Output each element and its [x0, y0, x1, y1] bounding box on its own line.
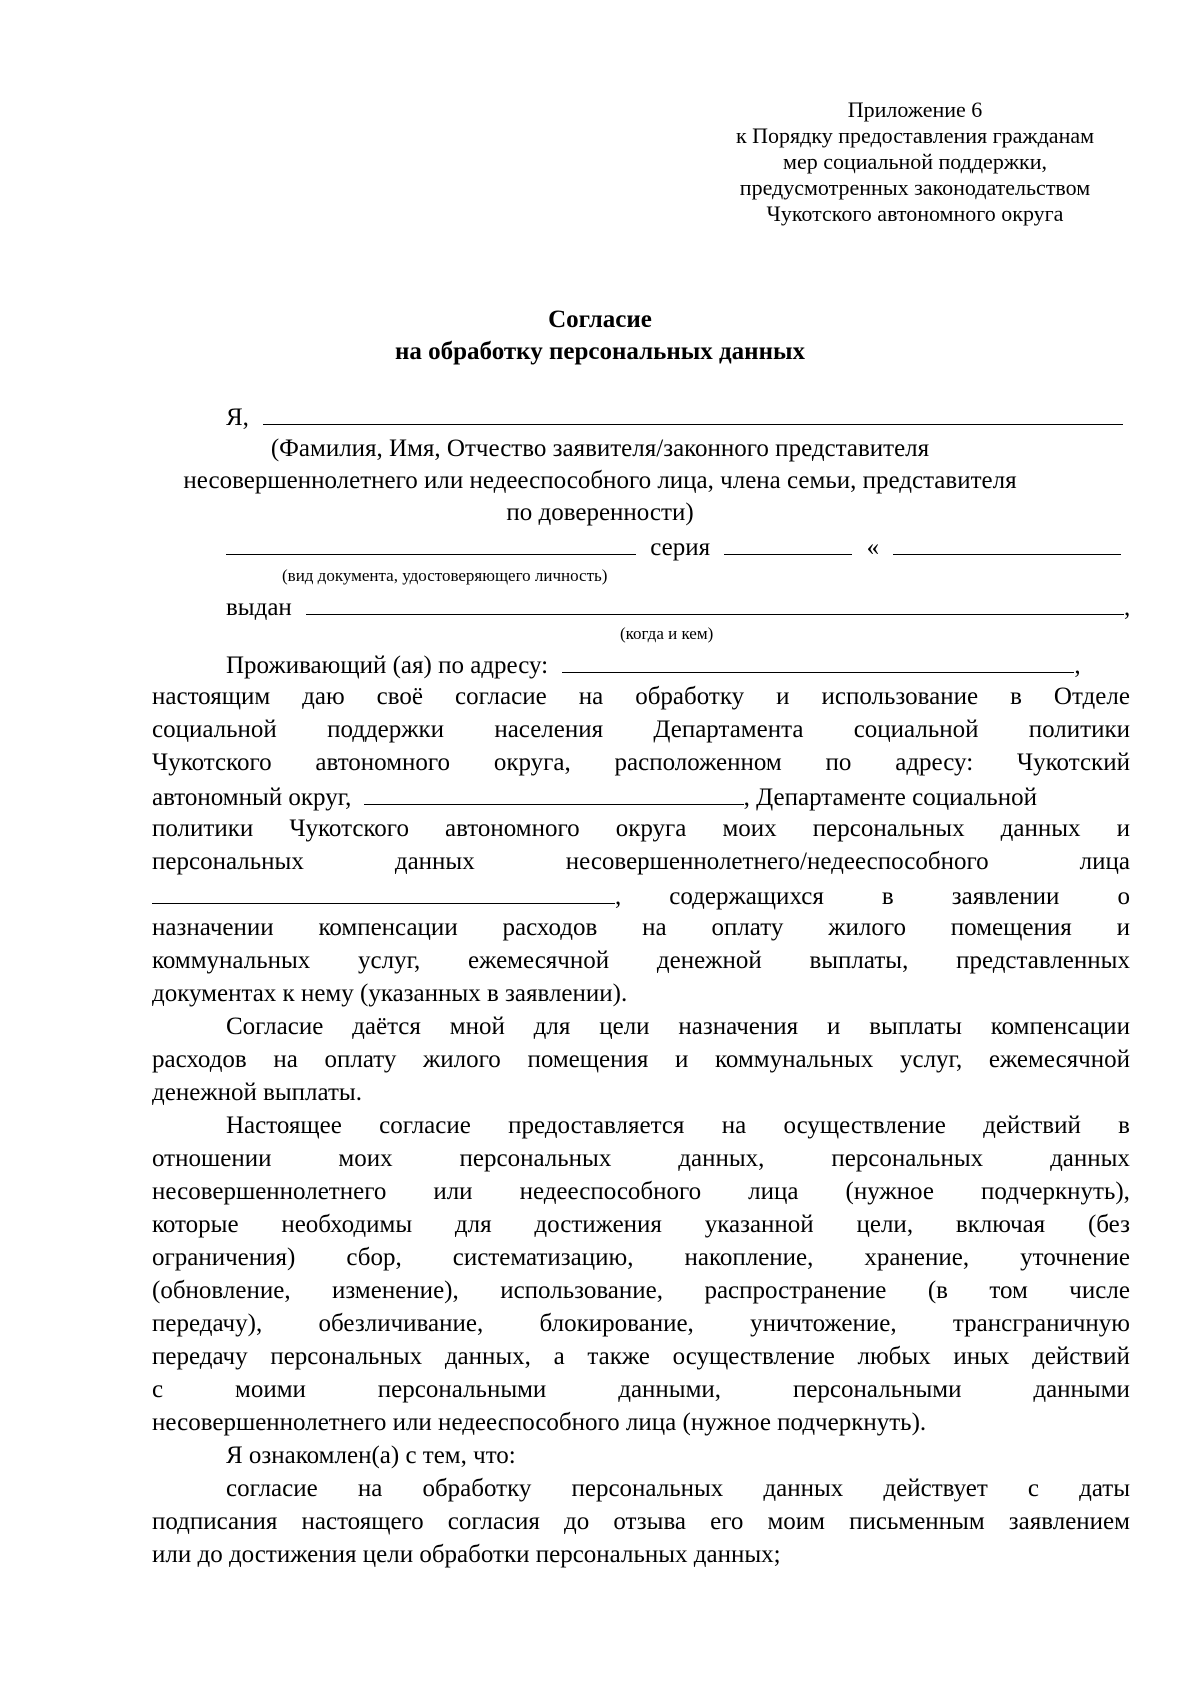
- word: письменным: [849, 1508, 985, 1535]
- word: сбор,: [346, 1244, 402, 1271]
- word: оплату: [324, 1046, 397, 1073]
- fio-caption: по доверенности): [506, 499, 694, 526]
- word: уничтожение,: [750, 1310, 897, 1337]
- word: трансграничную: [952, 1310, 1130, 1337]
- word: настоящим: [152, 683, 271, 710]
- word: даётся: [352, 1013, 421, 1040]
- word: данных,: [678, 1145, 765, 1172]
- paragraph-line: [152, 846, 1130, 878]
- word: представленных: [956, 947, 1130, 974]
- word: расположенном: [614, 749, 782, 776]
- word: и: [675, 1046, 689, 1073]
- word: автономного: [445, 815, 580, 842]
- word: подчеркнуть),: [980, 1178, 1130, 1205]
- word: для: [454, 1211, 492, 1238]
- word: отношении: [152, 1145, 272, 1172]
- word: уточнение: [1020, 1244, 1130, 1271]
- word: социальной: [853, 716, 979, 743]
- paragraph-line: документах к нему (указанных в заявлении).: [152, 980, 628, 1007]
- word: отзыва: [613, 1508, 687, 1535]
- document-line: [226, 530, 1121, 564]
- seria-label: серия: [650, 534, 711, 561]
- district-field[interactable]: [364, 780, 744, 805]
- word: до: [564, 1508, 590, 1535]
- word: помещения: [950, 914, 1072, 941]
- word: своё: [376, 683, 423, 710]
- word: округа: [615, 815, 687, 842]
- word: включая: [955, 1211, 1046, 1238]
- word: выплаты: [869, 1013, 962, 1040]
- word: на: [273, 1046, 298, 1073]
- word: (нужное: [845, 1178, 934, 1205]
- word: коммунальных: [715, 1046, 874, 1073]
- word: несовершеннолетнего/недееспособного: [565, 848, 989, 875]
- word: обработку: [422, 1475, 532, 1502]
- child-name-field[interactable]: [152, 879, 615, 904]
- word: распространение: [704, 1277, 887, 1304]
- appendix-line: мер социальной поддержки,: [783, 149, 1047, 174]
- appendix-line: предусмотренных законодательством: [739, 175, 1091, 200]
- word: компенсации: [318, 914, 458, 941]
- appendix-number: Приложение 6: [847, 97, 983, 122]
- paragraph-line: [152, 1308, 1130, 1340]
- paragraph-line: денежной выплаты.: [152, 1079, 362, 1106]
- word: а: [553, 1343, 565, 1370]
- word: использование,: [500, 1277, 663, 1304]
- paragraph-line: [152, 747, 1130, 779]
- word: на: [578, 683, 604, 710]
- word: на: [642, 914, 667, 941]
- word: данных: [1000, 815, 1081, 842]
- word: жилого: [423, 1046, 501, 1073]
- paragraph-line: [152, 681, 1130, 713]
- word: предоставляется: [508, 1112, 685, 1139]
- address-field[interactable]: [562, 648, 1074, 673]
- appendix-line: Чукотского автономного округа: [766, 201, 1064, 226]
- paragraph-line: [152, 1044, 1130, 1076]
- word: персональных: [571, 1475, 724, 1502]
- word: ежемесячной: [468, 947, 610, 974]
- paragraph-line: или до достижения цели обработки персональных данных;: [152, 1541, 781, 1568]
- word: назначения: [678, 1013, 799, 1040]
- word: действует: [883, 1475, 988, 1502]
- paragraph-line: [152, 780, 1037, 814]
- word: осуществление: [783, 1112, 946, 1139]
- word: адресу:: [895, 749, 974, 776]
- word: по: [825, 749, 852, 776]
- word: лица: [748, 1178, 799, 1205]
- word: недееспособного: [519, 1178, 702, 1205]
- word: согласие: [379, 1112, 471, 1139]
- word: цели: [599, 1013, 650, 1040]
- word: даты: [1079, 1475, 1130, 1502]
- word: оплату: [711, 914, 784, 941]
- word: Настоящее: [226, 1112, 342, 1139]
- word: моих: [338, 1145, 393, 1172]
- word: с: [1027, 1475, 1039, 1502]
- word: передачу),: [152, 1310, 263, 1337]
- word: расходов: [152, 1046, 247, 1073]
- paragraph-line: [152, 1143, 1130, 1175]
- word: указанной: [704, 1211, 814, 1238]
- word: для: [533, 1013, 571, 1040]
- word: данных: [763, 1475, 844, 1502]
- word: подписания: [152, 1508, 278, 1535]
- paragraph-line: [152, 1374, 1130, 1406]
- quote-mark: «: [866, 534, 880, 561]
- paragraph-text: ,: [615, 883, 622, 910]
- word: жилого: [828, 914, 906, 941]
- word: даю: [302, 683, 345, 710]
- word: настоящего: [301, 1508, 424, 1535]
- word: персональными: [792, 1376, 962, 1403]
- word: о: [1117, 883, 1130, 910]
- word: персональных: [270, 1343, 423, 1370]
- word: цели,: [856, 1211, 914, 1238]
- word: персональных: [812, 815, 965, 842]
- fio-field[interactable]: [263, 400, 1123, 425]
- word: необходимы: [281, 1211, 413, 1238]
- paragraph-words: [669, 881, 1130, 913]
- word: мной: [449, 1013, 505, 1040]
- word: содержащихся: [669, 883, 824, 910]
- word: обезличивание,: [318, 1310, 484, 1337]
- word: накопление,: [684, 1244, 814, 1271]
- paragraph-line: [152, 1209, 1130, 1241]
- address-label: Проживающий (ая) по адресу:: [226, 652, 549, 679]
- seria-field[interactable]: [724, 530, 852, 555]
- word: хранение,: [864, 1244, 970, 1271]
- word: и: [827, 1013, 841, 1040]
- paragraph-line: [152, 813, 1130, 845]
- word: достижения: [534, 1211, 662, 1238]
- document-caption: (вид документа, удостоверяющего личность): [282, 566, 608, 585]
- paragraph-line: [152, 912, 1130, 944]
- comma: ,: [1124, 594, 1131, 621]
- paragraph-line: [152, 1176, 1130, 1208]
- word: Согласие: [226, 1013, 324, 1040]
- word: числе: [1069, 1277, 1130, 1304]
- word: расходов: [502, 914, 598, 941]
- paragraph-line: [152, 714, 1130, 746]
- word: политики: [1028, 716, 1130, 743]
- word: социальной: [152, 716, 277, 743]
- word: персональных: [152, 848, 304, 875]
- word: блокирование,: [539, 1310, 694, 1337]
- word: которые: [152, 1211, 239, 1238]
- paragraph-line: несовершеннолетнего или недееспособного лица (нужное подчеркнуть).: [152, 1409, 927, 1436]
- word: данных,: [444, 1343, 531, 1370]
- word: в: [1010, 683, 1022, 710]
- word: и: [776, 683, 790, 710]
- word: (в: [927, 1277, 948, 1304]
- word: Чукотского: [152, 749, 272, 776]
- acknowledgement-line: Я ознакомлен(а) с тем, что:: [226, 1442, 516, 1469]
- word: (без: [1087, 1211, 1130, 1238]
- ya-label: Я,: [226, 404, 249, 431]
- paragraph-line: [226, 1110, 1130, 1142]
- word: передачу: [152, 1343, 248, 1370]
- word: или: [433, 1178, 473, 1205]
- word: изменение),: [332, 1277, 459, 1304]
- word: Чукотского: [289, 815, 409, 842]
- vydan-label: выдан: [226, 594, 292, 621]
- word: данных: [1050, 1145, 1130, 1172]
- word: заявлении: [951, 883, 1060, 910]
- word: политики: [152, 815, 254, 842]
- word: выплаты,: [809, 947, 909, 974]
- word: любых: [857, 1343, 931, 1370]
- address-line: [226, 648, 1081, 682]
- document-title: Согласие: [548, 306, 652, 333]
- word: Отделе: [1053, 683, 1130, 710]
- word: несовершеннолетнего: [152, 1178, 387, 1205]
- document-subtitle: на обработку персональных данных: [395, 338, 805, 365]
- paragraph-text: автономный округ,: [152, 784, 352, 811]
- word: согласие: [226, 1475, 318, 1502]
- word: использование: [821, 683, 979, 710]
- number-field[interactable]: [893, 530, 1121, 555]
- name-line: [226, 400, 1123, 434]
- word: систематизацию,: [452, 1244, 634, 1271]
- word: Чукотский: [1016, 749, 1130, 776]
- word: лица: [1079, 848, 1130, 875]
- word: моими: [235, 1376, 306, 1403]
- paragraph-line: [226, 1473, 1130, 1505]
- word: том: [989, 1277, 1028, 1304]
- issued-caption: (когда и кем): [620, 624, 714, 643]
- word: его: [710, 1508, 744, 1535]
- paragraph-line: [152, 1506, 1130, 1538]
- word: населения: [494, 716, 604, 743]
- word: заявлением: [1008, 1508, 1130, 1535]
- word: услуг,: [358, 947, 421, 974]
- word: ограничения): [152, 1244, 296, 1271]
- word: также: [587, 1343, 650, 1370]
- word: с: [152, 1376, 164, 1403]
- word: моих: [722, 815, 777, 842]
- word: назначении: [152, 914, 274, 941]
- appendix-line: к Порядку предоставления гражданам: [735, 123, 1095, 148]
- document-type-field[interactable]: [226, 530, 636, 555]
- word: в: [1118, 1112, 1130, 1139]
- word: иных: [953, 1343, 1010, 1370]
- paragraph-line: [152, 879, 1130, 913]
- word: и: [1116, 914, 1130, 941]
- paragraph-line: [152, 1242, 1130, 1274]
- word: денежной: [656, 947, 762, 974]
- word: согласие: [454, 683, 547, 710]
- word: помещения: [527, 1046, 649, 1073]
- fio-caption: (Фамилия, Имя, Отчество заявителя/законного представителя: [270, 435, 930, 462]
- word: согласия: [447, 1508, 540, 1535]
- paragraph-line: [152, 945, 1130, 977]
- word: моим: [767, 1508, 826, 1535]
- word: поддержки: [327, 716, 445, 743]
- word: персональных: [459, 1145, 612, 1172]
- word: услуг,: [899, 1046, 963, 1073]
- issued-line: [226, 590, 1130, 624]
- word: данными: [1033, 1376, 1130, 1403]
- word: ежемесячной: [988, 1046, 1130, 1073]
- word: округа,: [493, 749, 571, 776]
- word: действий: [983, 1112, 1081, 1139]
- word: коммунальных: [152, 947, 311, 974]
- word: данных: [394, 848, 475, 875]
- word: действий: [1032, 1343, 1130, 1370]
- word: (обновление,: [152, 1277, 291, 1304]
- paragraph-line: [226, 1011, 1130, 1043]
- word: на: [721, 1112, 747, 1139]
- paragraph-text: , Департаменте социальной: [743, 784, 1037, 811]
- word: осуществление: [672, 1343, 835, 1370]
- paragraph-line: [152, 1275, 1130, 1307]
- word: Департамента: [653, 716, 804, 743]
- word: данными,: [618, 1376, 722, 1403]
- word: автономного: [315, 749, 451, 776]
- paragraph-line: [152, 1341, 1130, 1373]
- word: компенсации: [990, 1013, 1130, 1040]
- fio-caption: несовершеннолетнего или недееспособного лица, члена семьи, представителя: [183, 467, 1017, 494]
- comma: ,: [1074, 652, 1081, 679]
- word: в: [881, 883, 894, 910]
- issued-field[interactable]: [306, 590, 1124, 615]
- word: и: [1116, 815, 1130, 842]
- word: персональных: [831, 1145, 984, 1172]
- word: на: [357, 1475, 383, 1502]
- word: персональными: [377, 1376, 547, 1403]
- word: обработку: [635, 683, 745, 710]
